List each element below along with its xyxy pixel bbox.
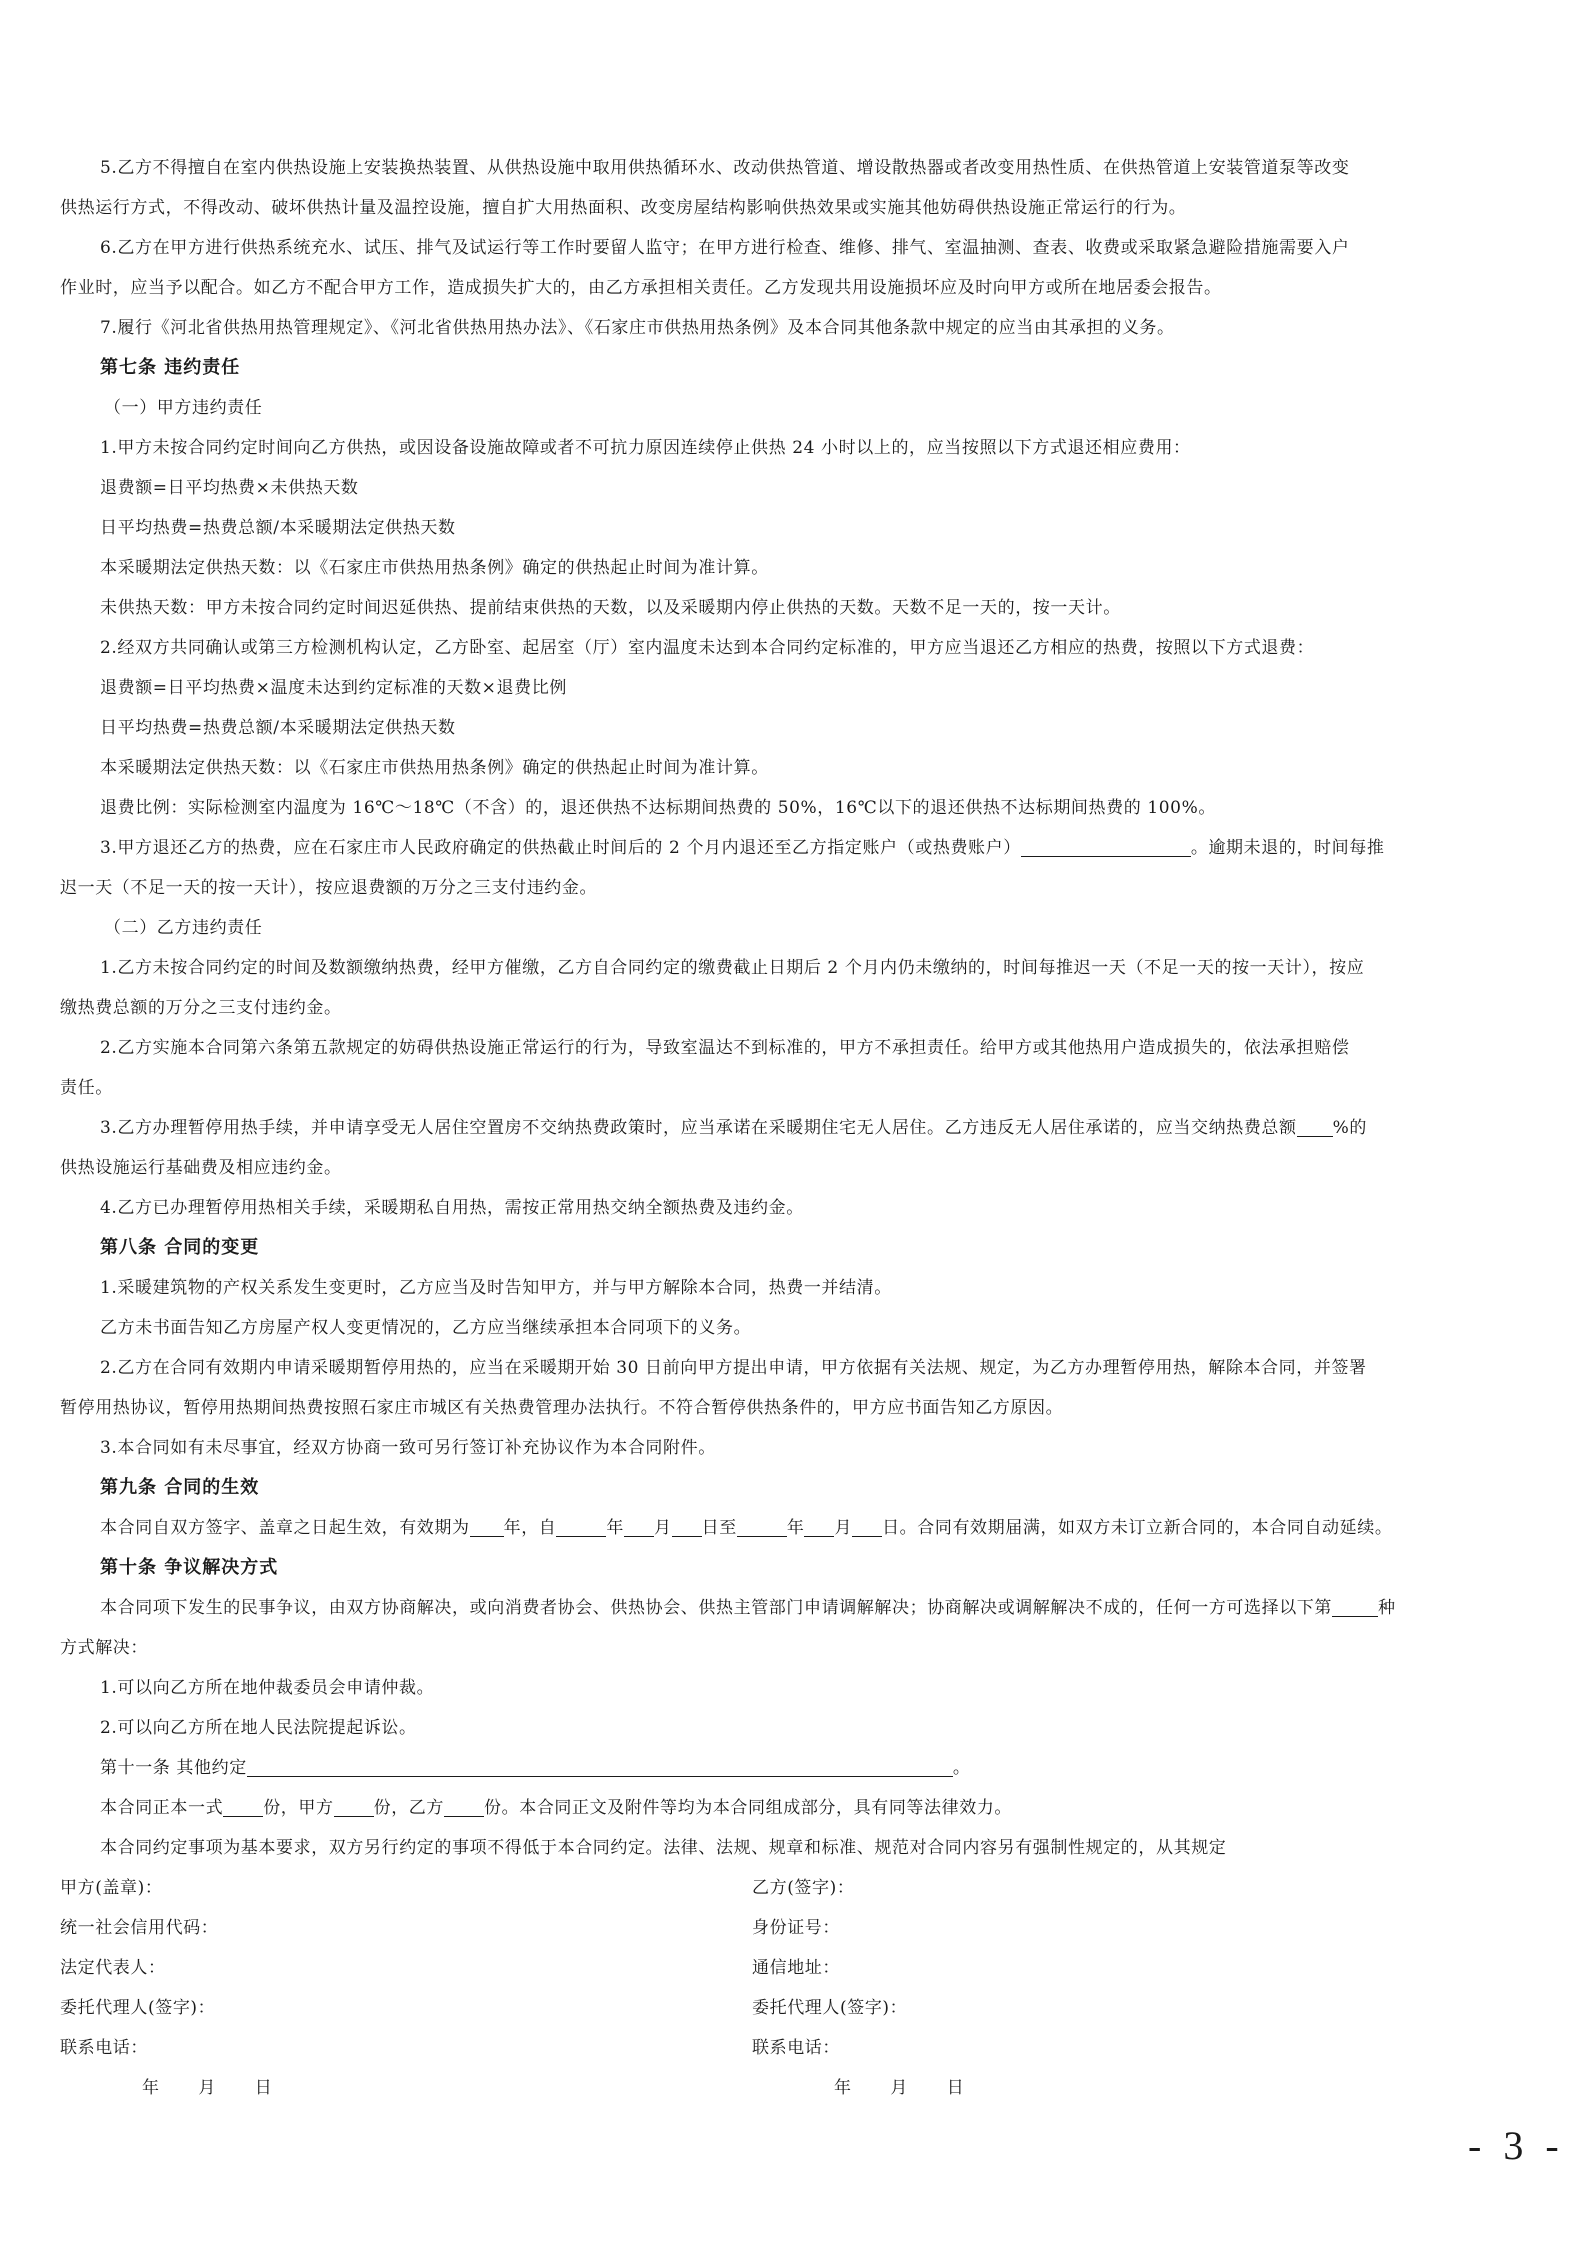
date-row [60, 2068, 1536, 2108]
clause-8-2-line-2: 暂停用热协议，暂停用热期间热费按照石家庄市城区有关热费管理办法执行。不符合暂停供热条件的，甲方应书面告知乙方原因。 [60, 1398, 1064, 1418]
dispute-option-1: 1.可以向乙方所在地仲裁委员会申请仲裁。 [100, 1678, 435, 1698]
article-11-period: 。 [952, 1758, 971, 1778]
daily-fee-formula-1: 日平均热费=热费总额/本采暖期法定供热天数 [100, 518, 456, 538]
article-10-heading: 第十条 争议解决方式 [100, 1557, 279, 1578]
legal-days-note-2: 本采暖期法定供热天数：以《石家庄市供热用热条例》确定的供热起止时间为准计算。 [100, 758, 769, 778]
party-b-date: 年 月 日 [834, 2078, 964, 2098]
party-a-copies-label: 份，甲方 [263, 1798, 334, 1818]
credit-code-label: 统一社会信用代码： [60, 1918, 219, 1938]
clause-10-line-2: 方式解决： [60, 1638, 148, 1658]
party-b-breach-heading: （二）乙方违约责任 [104, 918, 263, 938]
party-a-date: 年 月 日 [142, 2078, 272, 2098]
start-day-blank[interactable] [672, 1516, 702, 1537]
clause-7-a-3-tail: 。逾期未退的，时间每推 [1190, 838, 1385, 858]
dispute-text: 本合同项下发生的民事争议，由双方协商解决，或向消费者协会、供热协会、供热主管部门申请调解解决；协商解决或调解解决不成的，任何一方可选择以下第 [100, 1598, 1332, 1618]
clause-7-b-1-line-2: 缴热费总额的万分之三支付违约金。 [60, 998, 342, 1018]
article-7-heading: 第七条 违约责任 [100, 357, 241, 378]
mailing-address-label: 通信地址： [752, 1958, 840, 1978]
end-month-blank[interactable] [804, 1516, 834, 1537]
end-year-label: 年 [786, 1518, 805, 1538]
clause-7-a-3-line-1 [60, 828, 1536, 868]
clause-9-text [60, 1508, 1536, 1548]
unheated-days-note: 未供热天数：甲方未按合同约定时间迟延供热、提前结束供热的天数，以及采暖期内停止供热的天数。天数不足一天的，按一天计。 [100, 598, 1121, 618]
article-11-label: 第十一条 其他约定 [100, 1758, 247, 1778]
id-number-label: 身份证号： [752, 1918, 840, 1938]
clause-7-b-1-line-1: 1.乙方未按合同约定的时间及数额缴纳热费，经甲方催缴，乙方自合同约定的缴费截止日期后 2 个月内仍未缴纳的，时间每推迟一天（不足一天的按一天计），按应 [100, 958, 1365, 978]
party-b-signature-label: 乙方(签字)： [752, 1878, 855, 1898]
account-blank[interactable] [1021, 836, 1191, 857]
clause-8-3: 3.本合同如有未尽事宜，经双方协商一致可另行签订补充协议作为本合同附件。 [100, 1438, 716, 1458]
legal-representative-label: 法定代表人： [60, 1958, 166, 1978]
party-a-breach-heading: （一）甲方违约责任 [104, 398, 263, 418]
validity-prefix: 本合同自双方签字、盖章之日起生效，有效期为 [100, 1518, 470, 1538]
start-month-label: 月 [654, 1518, 672, 1538]
copies-prefix: 本合同正本一式 [100, 1798, 224, 1818]
signature-row-5 [60, 2028, 1536, 2068]
clause-6-5-line-2: 供热运行方式，不得改动、破坏供热计量及温控设施，擅自扩大用热面积、改变房屋结构影响供热效果或实施其他妨碍供热设施正常运行的行为。 [60, 198, 1187, 218]
clause-7-b-2-line-2: 责任。 [60, 1078, 113, 1098]
party-a-phone-label: 联系电话： [60, 2038, 148, 2058]
article-9-heading: 第九条 合同的生效 [100, 1477, 260, 1498]
article-11-line [60, 1748, 1536, 1788]
clause-6-6-line-1: 6.乙方在甲方进行供热系统充水、试压、排气及试运行等工作时要留人监守；在甲方进行检查、维修、排气、室温抽测、查表、收费或采取紧急避险措施需要入户 [100, 238, 1350, 258]
other-terms-blank[interactable] [247, 1756, 953, 1777]
copies-line [60, 1788, 1536, 1828]
signature-row-2 [60, 1908, 1536, 1948]
contract-body [60, 148, 1536, 2108]
copies-suffix: 份。本合同正文及附件等均为本合同组成部分，具有同等法律效力。 [484, 1798, 1013, 1818]
percent-blank[interactable] [1297, 1116, 1333, 1137]
refund-ratio-note: 退费比例：实际检测室内温度为 16℃～18℃（不含）的，退还供热不达标期间热费的 50%，16℃以下的退还供热不达标期间热费的 100%。 [100, 798, 1216, 818]
start-month-blank[interactable] [624, 1516, 654, 1537]
clause-7-b-3-line-2: 供热设施运行基础费及相应违约金。 [60, 1158, 342, 1178]
basic-requirements-note: 本合同约定事项为基本要求，双方另行约定的事项不得低于本合同约定。法律、法规、规章和标准、规范对合同内容另有强制性规定的，从其规定 [100, 1838, 1227, 1858]
start-year-label: 年 [606, 1518, 625, 1538]
party-a-copies-blank[interactable] [334, 1796, 374, 1817]
signature-row-1 [60, 1868, 1536, 1908]
dispute-option-blank[interactable] [1332, 1596, 1378, 1617]
start-year-blank[interactable] [556, 1516, 606, 1537]
clause-8-2-line-1: 2.乙方在合同有效期内申请采暖期暂停用热的，应当在采暖期开始 30 日前向甲方提出申请，甲方依据有关法规、规定，为乙方办理暂停用热，解除本合同，并签署 [100, 1358, 1367, 1378]
clause-8-1: 1.采暖建筑物的产权关系发生变更时，乙方应当及时告知甲方，并与甲方解除本合同，热费一并结清。 [100, 1278, 892, 1298]
page-number: - 3 - [1468, 2123, 1565, 2168]
from-label: 年，自 [503, 1518, 557, 1538]
to-label: 日至 [701, 1518, 737, 1538]
party-a-agent-label: 委托代理人(签字)： [60, 1998, 216, 2018]
clause-10-line-1 [60, 1588, 1536, 1628]
dispute-option-suffix: 种 [1378, 1598, 1396, 1618]
clause-8-1-note: 乙方未书面告知乙方房屋产权人变更情况的，乙方应当继续承担本合同项下的义务。 [100, 1318, 752, 1338]
end-month-label: 月 [834, 1518, 853, 1538]
party-a-seal-label: 甲方(盖章)： [60, 1878, 163, 1898]
refund-formula-1: 退费额=日平均热费×未供热天数 [100, 478, 359, 498]
party-b-copies-blank[interactable] [444, 1796, 484, 1817]
end-day-blank[interactable] [852, 1516, 882, 1537]
dispute-option-2: 2.可以向乙方所在地人民法院提起诉讼。 [100, 1718, 417, 1738]
clause-6-5-line-1: 5.乙方不得擅自在室内供热设施上安装换热装置、从供热设施中取用供热循环水、改动供热管道、增设散热器或者改变用热性质、在供热管道上安装管道泵等改变 [100, 158, 1350, 178]
clause-6-7: 7.履行《河北省供热用热管理规定》、《河北省供热用热办法》、《石家庄市供热用热条例》及本合同其他条款中规定的应当由其承担的义务。 [100, 318, 1175, 338]
validity-years-blank[interactable] [470, 1516, 504, 1537]
party-b-phone-label: 联系电话： [752, 2038, 840, 2058]
end-year-blank[interactable] [737, 1516, 787, 1537]
clause-7-a-1: 1.甲方未按合同约定时间向乙方供热，或因设备设施故障或者不可抗力原因连续停止供热 24 小时以上的，应当按照以下方式退还相应费用： [100, 438, 1191, 458]
article-8-heading: 第八条 合同的变更 [100, 1237, 260, 1258]
clause-7-a-3-text: 3.甲方退还乙方的热费，应在石家庄市人民政府确定的供热截止时间后的 2 个月内退还至乙方指定账户（或热费账户） [100, 838, 1021, 858]
validity-suffix: 日。合同有效期届满，如双方未订立新合同的，本合同自动延续。 [882, 1518, 1393, 1538]
clause-7-b-2-line-1: 2.乙方实施本合同第六条第五款规定的妨碍供热设施正常运行的行为，导致室温达不到标准的，甲方不承担责任。给甲方或其他热用户造成损失的，依法承担赔偿 [100, 1038, 1350, 1058]
percent-suffix: %的 [1332, 1118, 1367, 1138]
party-b-copies-label: 份，乙方 [373, 1798, 445, 1818]
legal-days-note-1: 本采暖期法定供热天数：以《石家庄市供热用热条例》确定的供热起止时间为准计算。 [100, 558, 769, 578]
clause-7-a-3-line-2: 迟一天（不足一天的按一天计），按应退费额的万分之三支付违约金。 [60, 878, 598, 898]
clause-7-a-2: 2.经双方共同确认或第三方检测机构认定，乙方卧室、起居室（厅）室内温度未达到本合同约定标准的，甲方应当退还乙方相应的热费，按照以下方式退费： [100, 638, 1315, 658]
signature-row-4 [60, 1988, 1536, 2028]
clause-7-b-3-text: 3.乙方办理暂停用热手续，并申请享受无人居住空置房不交纳热费政策时，应当承诺在采暖期住宅无人居住。乙方违反无人居住承诺的，应当交纳热费总额 [100, 1118, 1297, 1138]
party-b-agent-label: 委托代理人(签字)： [752, 1998, 908, 2018]
clause-7-b-4: 4.乙方已办理暂停用热相关手续，采暖期私自用热，需按正常用热交纳全额热费及违约金。 [100, 1198, 804, 1218]
total-copies-blank[interactable] [223, 1796, 263, 1817]
daily-fee-formula-2: 日平均热费=热费总额/本采暖期法定供热天数 [100, 718, 456, 738]
clause-6-6-line-2: 作业时，应当予以配合。如乙方不配合甲方工作，造成损失扩大的，由乙方承担相关责任。乙方发现共用设施损坏应及时向甲方或所在地居委会报告。 [60, 278, 1222, 298]
clause-7-b-3-line-1 [60, 1108, 1536, 1148]
refund-formula-2: 退费额=日平均热费×温度未达到约定标准的天数×退费比例 [100, 678, 567, 698]
signature-row-3 [60, 1948, 1536, 1988]
